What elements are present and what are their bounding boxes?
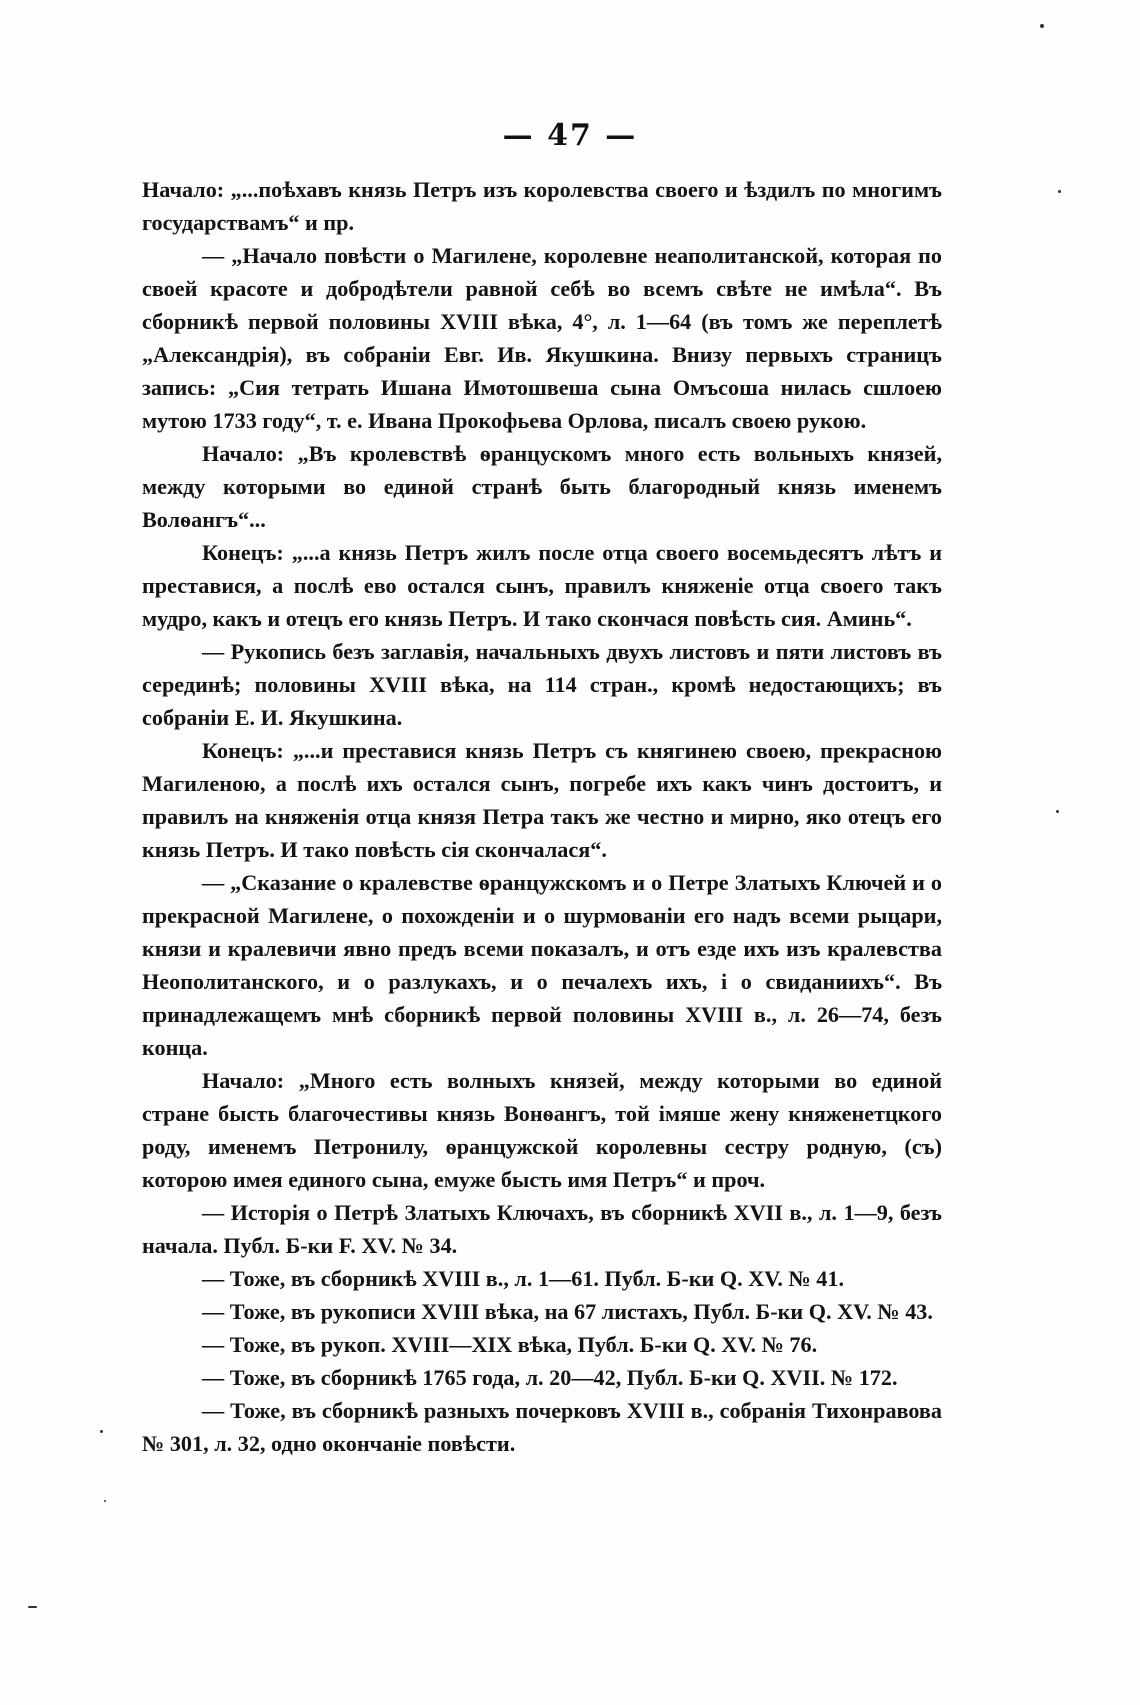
page-number: — 47 — (502, 118, 638, 153)
paragraph-9: — Исторія о Петрѣ Златыхъ Ключахъ, въ сборникѣ XVII в., л. 1—9, безъ начала. Публ. Б-ки F. XV. № 34. (142, 1200, 942, 1258)
paragraph-7: — „Сказание о кралевстве ѳранцужскомъ и о Петре Златыхъ Ключей и о прекрасной Магилене, о похожденіи и о шурмованіи его надъ всеми рыцари, князи и кралевичи явно предъ всеми показалъ, и отъ езде ихъ изъ кралевства Неополитанского, и о разлукахъ, и о печалехъ ихъ, і о свиданиихъ“. Въ принадлежащемъ мнѣ сборникѣ первой половины XVIII в., л. 26—74, безъ конца. (142, 870, 942, 1060)
paragraph-10: — Тоже, въ сборникѣ XVIII в., л. 1—61. Публ. Б-ки Q. XV. № 41. (202, 1266, 845, 1291)
paragraph-8: Начало: „Много есть волныхъ князей, между которыми во единой стране бысть благочестивы князь Вонѳангъ, той імяше жену княженетцкого роду, именемъ Петронилу, ѳранцужской королевны сестру родную, (съ) которою имея единого сына, емуже бысть имя Петръ“ и проч. (142, 1068, 942, 1192)
paragraph-12: — Тоже, въ рукоп. XVIII—XIX вѣка, Публ. Б-ки Q. XV. № 76. (202, 1332, 818, 1357)
scan-speck (104, 1500, 106, 1502)
page-text (142, 173, 942, 1460)
paragraph-14: — Тоже, въ сборникѣ разныхъ почерковъ XVIII в., собранія Тихонравова № 301, л. 32, одно окончаніе повѣсти. (142, 1398, 942, 1456)
scan-speck (28, 1606, 37, 1608)
paragraph-5: — Рукопись безъ заглавія, начальныхъ двухъ листовъ и пяти листовъ въ серединѣ; половины XVIII вѣка, на 114 стран., кромѣ недостающихъ; въ собраніи Е. И. Якушкина. (142, 639, 942, 730)
scan-speck (1040, 24, 1044, 28)
paragraph-13: — Тоже, въ сборникѣ 1765 года, л. 20—42, Публ. Б-ки Q. XVII. № 172. (202, 1365, 898, 1390)
paragraph-6: Конецъ: „...и преставися князь Петръ съ княгинею своею, прекрасною Магиленою, а послѣ ихъ остался сынъ, погребе ихъ какъ чинъ достоитъ, и правилъ на княженія отца князя Петра такъ же честно и мирно, яко отецъ его князь Петръ. И тако повѣсть сія скончалася“. (142, 738, 942, 862)
paragraph-2: — „Начало повѣсти о Магилене, королевне неаполитанской, которая по своей красоте и добродѣтели равной себѣ во всемъ свѣте не имѣла“. Въ сборникѣ первой половины XVIII вѣка, 4°, л. 1—64 (въ томъ же переплетѣ „Александрія), въ собраніи Евг. Ив. Якушкина. Внизу первыхъ страницъ запись: „Сия тетрать Ишана Имотошвеша сына Омъсоша нилась сшлоею мутою 1733 году“, т. е. Ивана Прокофьева Орлова, писалъ своею рукою. (142, 243, 942, 433)
scan-speck (1058, 190, 1061, 193)
paragraph-1: Начало: „...поѣхавъ князь Петръ изъ королевства своего и ѣздилъ по многимъ государствамъ“ и пр. (142, 177, 942, 235)
scan-speck (1056, 810, 1059, 813)
scan-speck (100, 1430, 103, 1433)
paragraph-4: Конецъ: „...а князь Петръ жилъ после отца своего восемьдесятъ лѣтъ и преставися, а послѣ ево остался сынъ, правилъ княженіе отца своего такъ мудро, какъ и отецъ его князь Петръ. И тако скончася повѣсть сия. Аминь“. (142, 540, 942, 631)
paragraph-3: Начало: „Въ кролевствѣ ѳранцускомъ много есть вольныхъ князей, между которыми во единой странѣ быть благородный князь именемъ Волѳангъ“... (142, 441, 942, 532)
paragraph-11: — Тоже, въ рукописи XVIII вѣка, на 67 листахъ, Публ. Б-ки Q. XV. № 43. (202, 1299, 933, 1324)
